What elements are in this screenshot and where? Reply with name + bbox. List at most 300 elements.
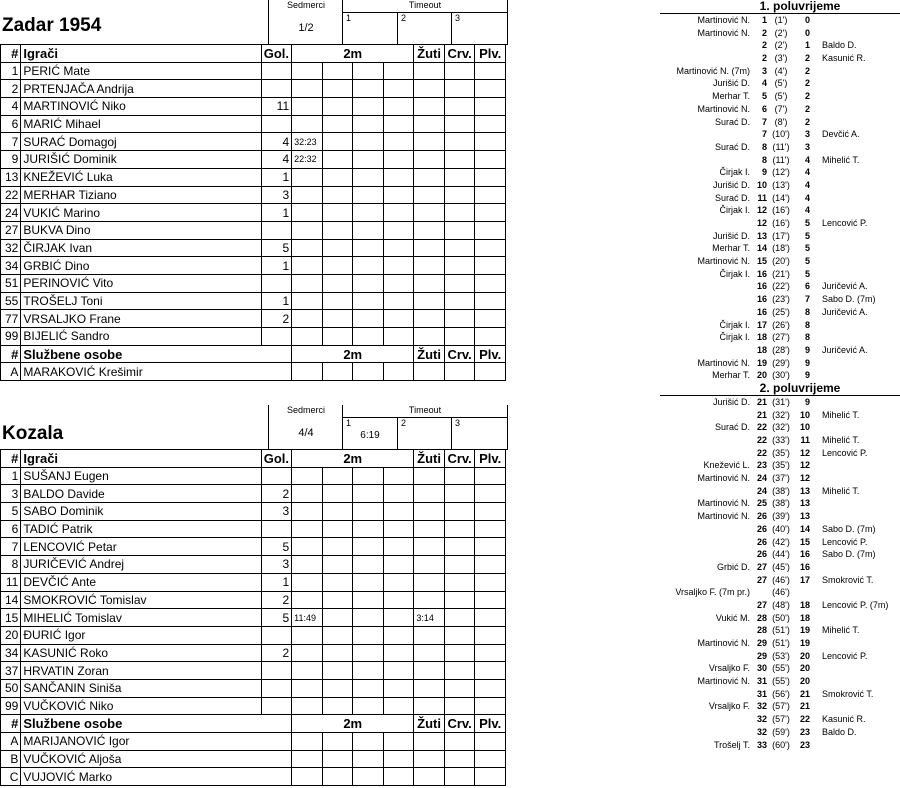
player-blue <box>475 467 506 485</box>
away-score: 2 <box>804 53 810 64</box>
team-away-section <box>0 405 506 786</box>
away-score: 7 <box>804 294 810 305</box>
player-goals <box>261 274 292 292</box>
table-header-row <box>1 450 506 468</box>
player-yellow <box>414 257 445 275</box>
player-name: ČIRJAK Ivan <box>21 239 261 257</box>
event-minute: (22') <box>772 281 790 292</box>
away-scorer: Sabo D. (7m) <box>822 523 876 534</box>
player-2m-3 <box>353 168 384 186</box>
home-scorer: Martinović N. <box>697 256 750 267</box>
official-row <box>1 733 506 751</box>
player-yellow <box>414 221 445 239</box>
player-blue <box>475 62 506 80</box>
player-2m-1 <box>292 115 323 133</box>
player-2m-1 <box>292 679 323 697</box>
event-row <box>660 306 900 319</box>
player-2m-2 <box>322 221 353 239</box>
player-blue <box>475 520 506 538</box>
away-score: 20 <box>799 663 810 674</box>
player-name: BALDO Davide <box>21 485 261 503</box>
away-score: 4 <box>804 167 810 178</box>
away-score: 9 <box>804 370 810 381</box>
away-score: 1 <box>804 40 810 51</box>
home-score: 22 <box>756 422 767 433</box>
player-number: 50 <box>1 679 21 697</box>
player-yellow <box>414 520 445 538</box>
home-scorer: Knežević L. <box>703 460 750 471</box>
player-goals: 2 <box>261 644 292 662</box>
team-home-section <box>0 0 506 381</box>
player-name: VRSALJKO Frane <box>21 310 261 328</box>
event-minute: (35') <box>772 460 790 471</box>
player-name: DEVČIĆ Ante <box>21 573 261 591</box>
player-blue <box>475 274 506 292</box>
player-2m-4 <box>383 257 414 275</box>
player-red <box>444 221 475 239</box>
home-scorer: Grbić D. <box>716 561 750 572</box>
player-2m-4 <box>383 274 414 292</box>
player-goals <box>261 467 292 485</box>
player-blue <box>475 115 506 133</box>
player-2m-2 <box>322 520 353 538</box>
timeout-num: 3 <box>455 13 461 23</box>
event-minute: (46') <box>772 587 790 598</box>
player-name: SANČANIN Siniša <box>21 679 261 697</box>
player-blue <box>475 556 506 574</box>
player-2m-3 <box>353 697 384 715</box>
player-2m-3 <box>353 573 384 591</box>
player-red <box>444 626 475 644</box>
player-row <box>1 573 506 591</box>
event-minute: (59') <box>772 726 790 737</box>
away-score: 0 <box>804 27 810 38</box>
player-blue <box>475 151 506 169</box>
event-minute: (32') <box>772 409 790 420</box>
event-row <box>660 128 900 141</box>
event-row <box>660 319 900 332</box>
event-row <box>660 650 900 663</box>
player-name: MARTINOVIĆ Niko <box>21 98 261 116</box>
official-blue <box>475 363 506 381</box>
home-score: 27 <box>756 599 767 610</box>
away-score: 0 <box>804 15 810 25</box>
event-row <box>660 255 900 268</box>
player-goals: 4 <box>261 151 292 169</box>
event-minute: (26') <box>772 319 790 330</box>
home-score: 14 <box>756 243 767 254</box>
player-red <box>444 328 475 346</box>
player-row <box>1 538 506 556</box>
home-score: 22 <box>756 447 767 458</box>
home-scorer: Trošelj T. <box>713 739 750 750</box>
player-number: 15 <box>1 609 21 627</box>
timeout-cell-1 <box>343 417 397 450</box>
player-blue <box>475 133 506 151</box>
player-name: TADIĆ Patrik <box>21 520 261 538</box>
player-row <box>1 662 506 680</box>
event-row <box>660 599 900 612</box>
player-red <box>444 186 475 204</box>
player-goals <box>261 626 292 644</box>
home-scorer: Čirjak I. <box>719 167 750 178</box>
away-scorer: Sabo D. (7m) <box>822 549 876 560</box>
home-score: 31 <box>756 688 767 699</box>
away-score: 6 <box>804 281 810 292</box>
home-score: 33 <box>756 739 767 750</box>
event-row <box>660 459 900 472</box>
home-score: 17 <box>756 319 767 330</box>
col-blue-header: Plv. <box>475 715 506 733</box>
official-row <box>1 363 506 381</box>
player-goals: 3 <box>261 186 292 204</box>
away-scorer: Lencović P. (7m) <box>822 599 889 610</box>
player-2m-3 <box>353 467 384 485</box>
official-name: VUJOVIĆ Marko <box>21 768 292 786</box>
event-minute: (7') <box>774 103 788 114</box>
official-red <box>444 363 475 381</box>
player-2m-4 <box>383 573 414 591</box>
player-2m-4 <box>383 591 414 609</box>
event-row <box>660 52 900 65</box>
player-red <box>444 503 475 521</box>
player-blue <box>475 591 506 609</box>
player-2m-4 <box>383 644 414 662</box>
home-score: 26 <box>756 523 767 534</box>
player-row <box>1 168 506 186</box>
player-2m-4 <box>383 62 414 80</box>
player-2m-2 <box>322 697 353 715</box>
player-2m-3 <box>353 485 384 503</box>
event-minute: (2') <box>774 27 788 38</box>
player-red <box>444 662 475 680</box>
event-row <box>660 154 900 167</box>
away-score: 4 <box>804 192 810 203</box>
away-scorer: Mihelić T. <box>822 625 860 636</box>
home-scorer: Surać D. <box>714 116 750 127</box>
home-scorer: Martinović N. <box>697 676 750 687</box>
home-scorer: Jurišić D. <box>712 396 750 407</box>
official-2m <box>322 750 353 768</box>
event-row <box>660 230 900 243</box>
player-2m-3 <box>353 239 384 257</box>
event-row <box>660 192 900 205</box>
home-score: 16 <box>756 281 767 292</box>
player-blue <box>475 186 506 204</box>
player-goals: 4 <box>261 133 292 151</box>
away-score: 19 <box>799 625 810 636</box>
away-score: 2 <box>804 78 810 89</box>
official-2m <box>353 750 384 768</box>
player-2m-2 <box>322 328 353 346</box>
away-score: 12 <box>799 447 810 458</box>
away-score: 13 <box>799 511 810 522</box>
official-2m <box>292 363 323 381</box>
home-score: 12 <box>756 205 767 216</box>
official-blue <box>475 768 506 786</box>
player-2m-4 <box>383 538 414 556</box>
event-row <box>660 713 900 726</box>
away-scorer: Smokrović T. <box>822 688 874 699</box>
event-row <box>660 14 900 27</box>
official-name: MARAKOVIĆ Krešimir <box>21 363 292 381</box>
timeout-label: Timeout <box>408 0 442 10</box>
official-blue <box>475 733 506 751</box>
player-name: JURIČEVIĆ Andrej <box>21 556 261 574</box>
home-score: 2 <box>761 53 767 64</box>
player-name: SMOKROVIĆ Tomislav <box>21 591 261 609</box>
player-2m-1 <box>292 697 323 715</box>
col-yellow-header: Žuti <box>414 345 445 363</box>
player-blue <box>475 573 506 591</box>
official-row <box>1 768 506 786</box>
officials-header-row <box>1 715 506 733</box>
player-2m-3 <box>353 98 384 116</box>
away-score: 5 <box>804 268 810 279</box>
player-goals <box>261 80 292 98</box>
home-score: 8 <box>761 154 767 165</box>
player-number: 37 <box>1 662 21 680</box>
player-yellow <box>414 204 445 222</box>
player-goals <box>261 520 292 538</box>
sedmerci-label: Sedmerci <box>286 405 325 415</box>
event-minute: (1') <box>774 15 788 25</box>
home-scorer: Merhar T. <box>712 91 750 102</box>
player-row <box>1 239 506 257</box>
home-scorer: Vrsaljko F. <box>708 663 750 674</box>
player-goals: 1 <box>261 573 292 591</box>
player-2m-2 <box>322 626 353 644</box>
home-scorer: Martinović N. <box>697 473 750 484</box>
player-name: PERIĆ Mate <box>21 62 261 80</box>
player-row <box>1 697 506 715</box>
player-2m-4 <box>383 115 414 133</box>
player-goals: 2 <box>261 485 292 503</box>
player-goals <box>261 115 292 133</box>
player-blue <box>475 292 506 310</box>
timeout-num: 2 <box>401 418 407 428</box>
player-2m-1 <box>292 62 323 80</box>
player-row <box>1 485 506 503</box>
col-num-header: # <box>1 450 21 468</box>
home-score: 15 <box>756 256 767 267</box>
player-number: 99 <box>1 328 21 346</box>
player-number: 9 <box>1 151 21 169</box>
player-2m-2 <box>322 133 353 151</box>
player-2m-4 <box>383 292 414 310</box>
timeout-box <box>342 0 508 45</box>
player-red <box>444 151 475 169</box>
player-2m-1 <box>292 467 323 485</box>
player-yellow <box>414 168 445 186</box>
player-2m-3 <box>353 133 384 151</box>
team-header <box>0 405 506 449</box>
player-2m-4 <box>383 485 414 503</box>
player-red <box>444 697 475 715</box>
player-2m-2 <box>322 662 353 680</box>
event-row <box>660 536 900 549</box>
player-2m-4 <box>383 556 414 574</box>
home-score: 30 <box>756 663 767 674</box>
away-scorer: Kasunić R. <box>822 53 866 64</box>
event-row <box>660 739 900 752</box>
player-2m-3 <box>353 62 384 80</box>
home-score: 16 <box>756 294 767 305</box>
player-2m-3 <box>353 221 384 239</box>
away-score: 9 <box>804 396 810 407</box>
home-score: 29 <box>756 638 767 648</box>
player-number: 7 <box>1 133 21 151</box>
player-name: GRBIĆ Dino <box>21 257 261 275</box>
player-2m-2 <box>322 98 353 116</box>
col-blue-header: Plv. <box>475 450 506 468</box>
player-2m-4 <box>383 151 414 169</box>
away-score: 4 <box>804 154 810 165</box>
home-score: 28 <box>756 625 767 636</box>
official-yellow <box>414 750 445 768</box>
home-score: 20 <box>756 370 767 381</box>
player-red <box>444 274 475 292</box>
player-red <box>444 591 475 609</box>
event-minute: (12') <box>772 167 790 178</box>
event-row <box>660 141 900 154</box>
home-score: 16 <box>756 268 767 279</box>
player-number: 77 <box>1 310 21 328</box>
player-blue <box>475 503 506 521</box>
player-2m-1: 22:32 <box>292 151 323 169</box>
player-number: 34 <box>1 257 21 275</box>
home-score: 27 <box>756 561 767 572</box>
home-score: 32 <box>756 701 767 712</box>
player-red <box>444 644 475 662</box>
player-red <box>444 609 475 627</box>
player-2m-1 <box>292 186 323 204</box>
home-scorer: Jurišić D. <box>712 78 750 89</box>
player-yellow <box>414 697 445 715</box>
away-score: 8 <box>804 306 810 317</box>
official-name: VUČKOVIĆ Aljoša <box>21 750 292 768</box>
event-minute: (2') <box>774 40 788 51</box>
away-scorer: Lencović P. <box>822 218 868 228</box>
roster-table <box>0 449 506 786</box>
player-red <box>444 239 475 257</box>
player-goals: 2 <box>261 591 292 609</box>
col-yellow-header: Žuti <box>414 715 445 733</box>
event-minute: (17') <box>772 230 790 241</box>
player-2m-3 <box>353 626 384 644</box>
sedmerci-box <box>268 405 343 450</box>
official-2m <box>383 733 414 751</box>
event-row <box>660 662 900 675</box>
player-2m-2 <box>322 556 353 574</box>
event-row <box>660 103 900 116</box>
player-2m-4 <box>383 221 414 239</box>
event-minute: (45') <box>772 561 790 572</box>
player-red <box>444 679 475 697</box>
player-2m-4 <box>383 133 414 151</box>
player-blue <box>475 697 506 715</box>
event-row <box>660 396 900 409</box>
events-list-2 <box>660 396 900 751</box>
event-minute: (38') <box>772 485 790 496</box>
home-score: 25 <box>756 498 767 509</box>
official-2m <box>292 733 323 751</box>
player-number: 1 <box>1 467 21 485</box>
player-blue <box>475 221 506 239</box>
player-red <box>444 538 475 556</box>
event-minute: (50') <box>772 612 790 623</box>
home-score: 6 <box>761 103 767 114</box>
player-goals: 1 <box>261 257 292 275</box>
away-score: 12 <box>799 473 810 484</box>
event-row <box>660 242 900 255</box>
player-2m-3 <box>353 186 384 204</box>
player-row <box>1 257 506 275</box>
away-score: 21 <box>799 688 810 699</box>
away-scorer: Devčić A. <box>822 129 860 140</box>
official-red <box>444 768 475 786</box>
player-2m-1 <box>292 292 323 310</box>
player-2m-1 <box>292 520 323 538</box>
player-2m-2 <box>322 467 353 485</box>
player-red <box>444 168 475 186</box>
timeout-cell-3 <box>451 417 508 450</box>
player-number: 51 <box>1 274 21 292</box>
event-minute: (16') <box>772 205 790 216</box>
event-minute: (60') <box>772 739 790 750</box>
official-yellow <box>414 733 445 751</box>
player-2m-3 <box>353 503 384 521</box>
player-name: BIJELIĆ Sandro <box>21 328 261 346</box>
event-minute: (32') <box>772 422 790 433</box>
player-name: KNEŽEVIĆ Luka <box>21 168 261 186</box>
sedmerci-box <box>268 0 343 45</box>
official-2m <box>383 363 414 381</box>
event-minute: (39') <box>772 511 790 522</box>
event-row <box>660 688 900 701</box>
player-number: 13 <box>1 168 21 186</box>
event-minute: (5') <box>774 91 788 102</box>
away-scorer: Lencović P. <box>822 650 868 661</box>
home-scorer: Martinović N. <box>697 511 750 522</box>
away-score: 22 <box>799 714 810 725</box>
player-row <box>1 292 506 310</box>
player-number: 55 <box>1 292 21 310</box>
player-2m-3 <box>353 328 384 346</box>
officials-header: Službene osobe <box>21 345 292 363</box>
event-minute: (20') <box>772 256 790 267</box>
away-score: 9 <box>804 344 810 355</box>
player-name: BUKVA Dino <box>21 221 261 239</box>
event-minute: (27') <box>772 332 790 343</box>
event-minute: (51') <box>772 625 790 636</box>
events-list-1 <box>660 14 900 382</box>
home-scorer: Čirjak I. <box>719 332 750 343</box>
player-name: JURIŠIĆ Dominik <box>21 151 261 169</box>
away-score: 19 <box>799 638 810 648</box>
event-row <box>660 179 900 192</box>
player-yellow <box>414 292 445 310</box>
player-2m-3 <box>353 609 384 627</box>
official-name: MARIJANOVIĆ Igor <box>21 733 292 751</box>
player-2m-4 <box>383 609 414 627</box>
player-2m-3 <box>353 292 384 310</box>
away-score: 23 <box>799 726 810 737</box>
event-minute: (21') <box>772 268 790 279</box>
home-score: 2 <box>761 40 767 51</box>
player-yellow <box>414 467 445 485</box>
home-score: 22 <box>756 435 767 445</box>
